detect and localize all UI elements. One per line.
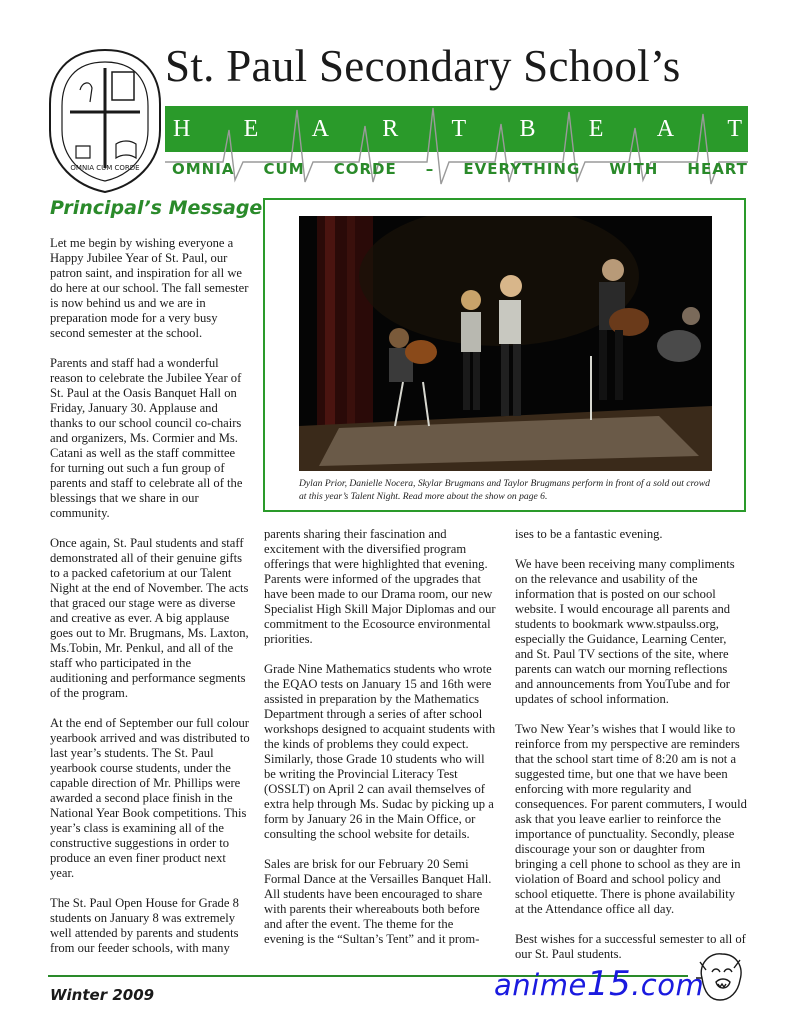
motto-word: OMNIA [172, 160, 235, 178]
talent-night-photo [299, 216, 712, 471]
heartbeat-letter: E [588, 116, 604, 142]
crest-motto-text: OMNIA CUM CORDE [70, 164, 140, 172]
article-paragraph: We have been receiving many compliments on the relevance and usability of the information that is posted on our school website. I would encourage all parents and students to bookmark www.stpaulss.org, especially the Guidance, Learning Center, and St. Paul TV sections of the site, where parents can watch our morning reflections and announcements from YouTube and for updates of school information. [515, 557, 735, 706]
article-paragraph: parents sharing their fascination and excitement with the diversified program offerings that were highlighted that evening. Parents were informed of the upgrades that have been made to our Drama room, our new Specialist High Skill Major Diplomas and our commitment to the Ecosource environmental priorities. [264, 527, 496, 646]
motto-word: CUM [263, 160, 305, 178]
photo-caption: Dylan Prior, Danielle Nocera, Skylar Brugmans and Taylor Brugmans perform in front of a sold out crowd at this year’s Talent Night. Read more about the show on page 6. [299, 478, 710, 502]
article-paragraph: Parents and staff had a wonderful reason to celebrate the Jubilee Year of St. Paul at the Oasis Banquet Hall on Friday, January 30. Applause and thanks to our school council co-chairs and organizers, Ms. Cormier and Ms. Catani as well as the staff committee for turning out such a fun group of parents and staff to celebrate all of the blessings that we share in our community. [50, 356, 243, 520]
lion-mascot-icon [694, 948, 746, 1002]
heartbeat-letter: B [519, 116, 536, 142]
article-column-3 [515, 527, 747, 977]
heartbeat-letter: A [656, 116, 675, 142]
heartbeat-letter: E [243, 116, 259, 142]
watermark-part: .com [631, 968, 705, 1002]
motto-word: WITH [609, 160, 659, 178]
heartbeat-letter: H [173, 116, 191, 142]
article-paragraph: At the end of September our full colour yearbook arrived and was distributed to last year’s students. The St. Paul yearbook course students, under the capable direction of Mr. Phillips were awarded a second place finish in the National Year Book competitions. This year’s class is examining all of the constructive suggestions in order to produce an even finer product next year. [50, 716, 250, 880]
article-paragraph: ises to be a fantastic evening. [515, 527, 663, 541]
article-paragraph: Sales are brisk for our February 20 Semi Formal Dance at the Versailles Banquet Hall. All students have been encouraged to share with parents their whereabouts both before and after the event. The theme for the evening is the “Sultan’s Tent” and it prom- [264, 857, 492, 946]
article-paragraph: The St. Paul Open House for Grade 8 students on January 8 was extremely well attended by parents and students from our feeder schools, with many [50, 896, 239, 955]
heartbeat-letter: T [451, 116, 467, 142]
section-heading: Principal’s Message [50, 197, 263, 219]
article-paragraph: Let me begin by wishing everyone a Happy Jubilee Year of St. Paul, our patron saint, and inspiration for all we do here at our school. The fall semester is now behind us and we are in preparation mode for a very busy second semester at the school. [50, 236, 249, 340]
article-paragraph: Once again, St. Paul students and staff demonstrated all of their genuine gifts to a packed cafetorium at our Talent Night at the end of November. The acts that graced our stage were as diverse and creative as ever. A big applause goes out to Mr. Brugmans, Ms. Laxton, Ms.Tobin, Mr. Penkul, and all of the staff who participated in the auditioning and performance segments of the program. [50, 536, 249, 700]
motto-word: EVERYTHING [463, 160, 581, 178]
motto-word: CORDE [333, 160, 397, 178]
watermark-part: anime [494, 968, 587, 1002]
school-title: St. Paul Secondary School’s [165, 41, 681, 91]
school-motto [172, 160, 748, 178]
article-paragraph: Two New Year’s wishes that I would like to reinforce from my perspective are reminders that the school start time of 8:20 am is not a suggested time, but one that we have been enforcing with more regularity and consequences. For parent commuters, I would ask that you leave earlier to reinforce the importance of punctuality. Secondly, please discourage your son or daughter from bringing a cell phone to school as they are in violation of Board and school policy and school etiquette. There is phone availability at the Attendance office all day. [515, 722, 747, 916]
article-column-1 [50, 236, 250, 971]
school-crest-logo [46, 46, 164, 194]
motto-word: HEART [687, 160, 748, 178]
heartbeat-letter: R [382, 116, 399, 142]
article-paragraph: Grade Nine Mathematics students who wrote the EQAO tests on January 15 and 16th were assisted in preparation by the Mathematics Department through a series of after school workshops designed to acquaint students with the kinds of problems they could expect. Similarly, those Grade 10 students who will be writing the Provincial Literacy Test (OSSLT) on April 2 can avail themselves of extra help through Ms. Sudac by picking up a form by January 26 in the Main Office, or consulting the school website for details. [264, 662, 496, 841]
heartbeat-letter: A [311, 116, 329, 142]
article-paragraph: Best wishes for a successful semester to all of our St. Paul students. [515, 932, 746, 961]
site-watermark [494, 964, 704, 1004]
watermark-part: 15 [586, 964, 632, 1004]
motto-word: – [425, 160, 435, 178]
article-column-2 [264, 527, 496, 962]
heartbeat-letter: T [727, 116, 742, 142]
issue-label: Winter 2009 [50, 986, 155, 1004]
